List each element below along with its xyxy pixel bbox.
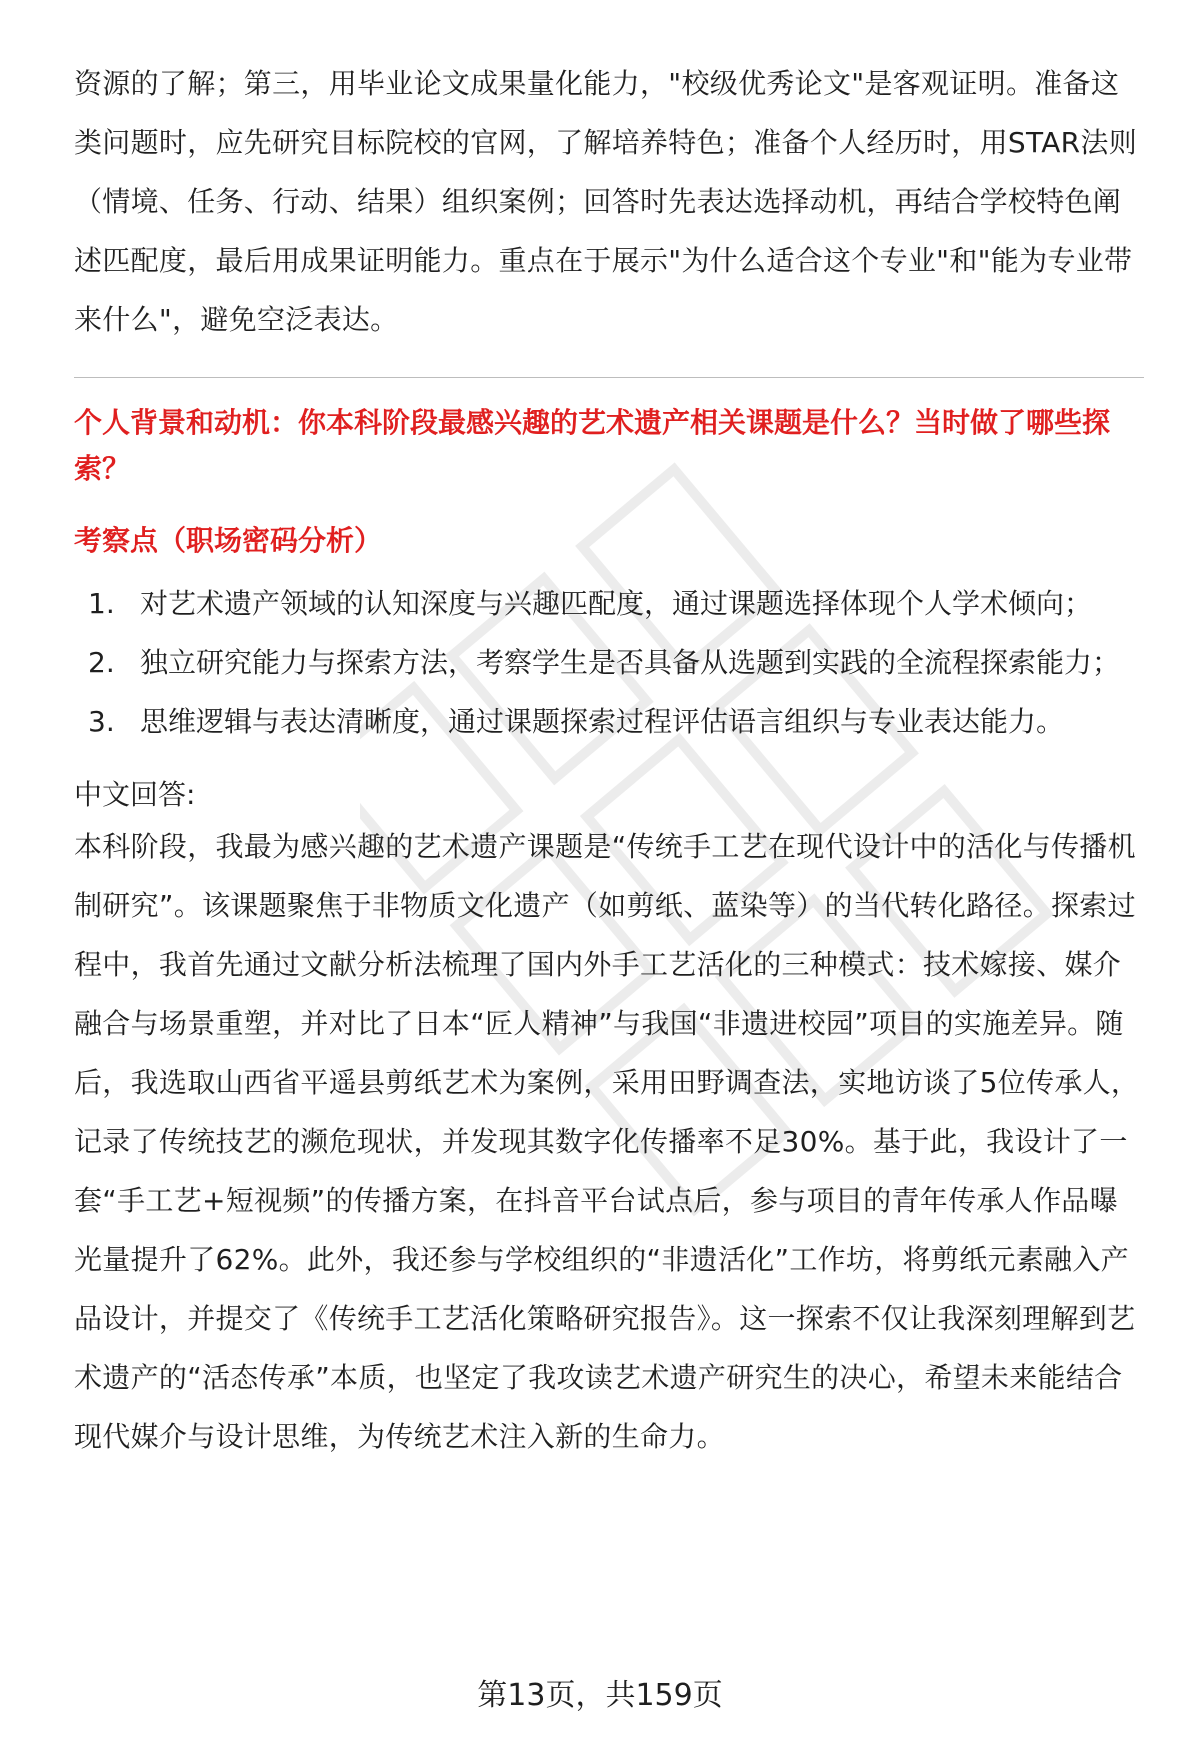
page-number: 第13页，共159页	[477, 1678, 723, 1713]
list-item-text: 独立研究能力与探索方法，考察学生是否具备从选题到实践的全流程探索能力；	[140, 646, 1121, 679]
list-item-number: 3.	[88, 705, 115, 738]
list-item-number: 1.	[88, 587, 115, 620]
page-content	[74, 54, 1144, 1466]
key-points-list	[74, 574, 1144, 751]
question-heading: 个人背景和动机：你本科阶段最感兴趣的艺术遗产相关课题是什么？当时做了哪些探索？	[74, 406, 1111, 485]
answer-paragraph: 本科阶段，我最为感兴趣的艺术遗产课题是“传统手工艺在现代设计中的活化与传播机制研究”。该课题聚焦于非物质文化遗产（如剪纸、蓝染等）的当代转化路径。探索过程中，我首先通过文献分析法梳理了国内外手工艺活化的三种模式：技术嫁接、媒介融合与场景重塑，并对比了日本“匠人精神”与我国“非遗进校园”项目的实施差异。随后，我选取山西省平遥县剪纸艺术为案例，采用田野调查法，实地访谈了5位传承人，记录了传统技艺的濒危现状，并发现其数字化传播率不足30%。基于此，我设计了一套“手工艺+短视频”的传播方案，在抖音平台试点后，参与项目的青年传承人作品曝光量提升了62%。此外，我还参与学校组织的“非遗活化”工作坊，将剪纸元素融入产品设计，并提交了《传统手工艺活化策略研究报告》。这一探索不仅让我深刻理解到艺术遗产的“活态传承”本质，也坚定了我攻读艺术遗产研究生的决心，希望未来能结合现代媒介与设计思维，为传统艺术注入新的生命力。	[74, 830, 1140, 1453]
intro-paragraph: 资源的了解；第三，用毕业论文成果量化能力，"校级优秀论文"是客观证明。准备这类问题时，应先研究目标院校的官网，了解培养特色；准备个人经历时，用STAR法则（情境、任务、行动、结果）组织案例；回答时先表达选择动机，再结合学校特色阐述匹配度，最后用成果证明能力。重点在于展示"为什么适合这个专业"和"能为专业带来什么"，避免空泛表达。	[74, 67, 1138, 336]
answer-label: 中文回答:	[74, 778, 196, 811]
list-item-text: 思维逻辑与表达清晰度，通过课题探索过程评估语言组织与专业表达能力。	[140, 705, 1065, 738]
list-item	[74, 633, 1144, 692]
section-divider	[74, 377, 1144, 378]
list-item	[74, 574, 1144, 633]
list-item-text: 对艺术遗产领域的认知深度与兴趣匹配度，通过课题选择体现个人学术倾向；	[140, 587, 1093, 620]
list-item-number: 2.	[88, 646, 115, 679]
key-points-heading: 考察点（职场密码分析）	[74, 524, 383, 557]
list-item	[74, 692, 1144, 751]
